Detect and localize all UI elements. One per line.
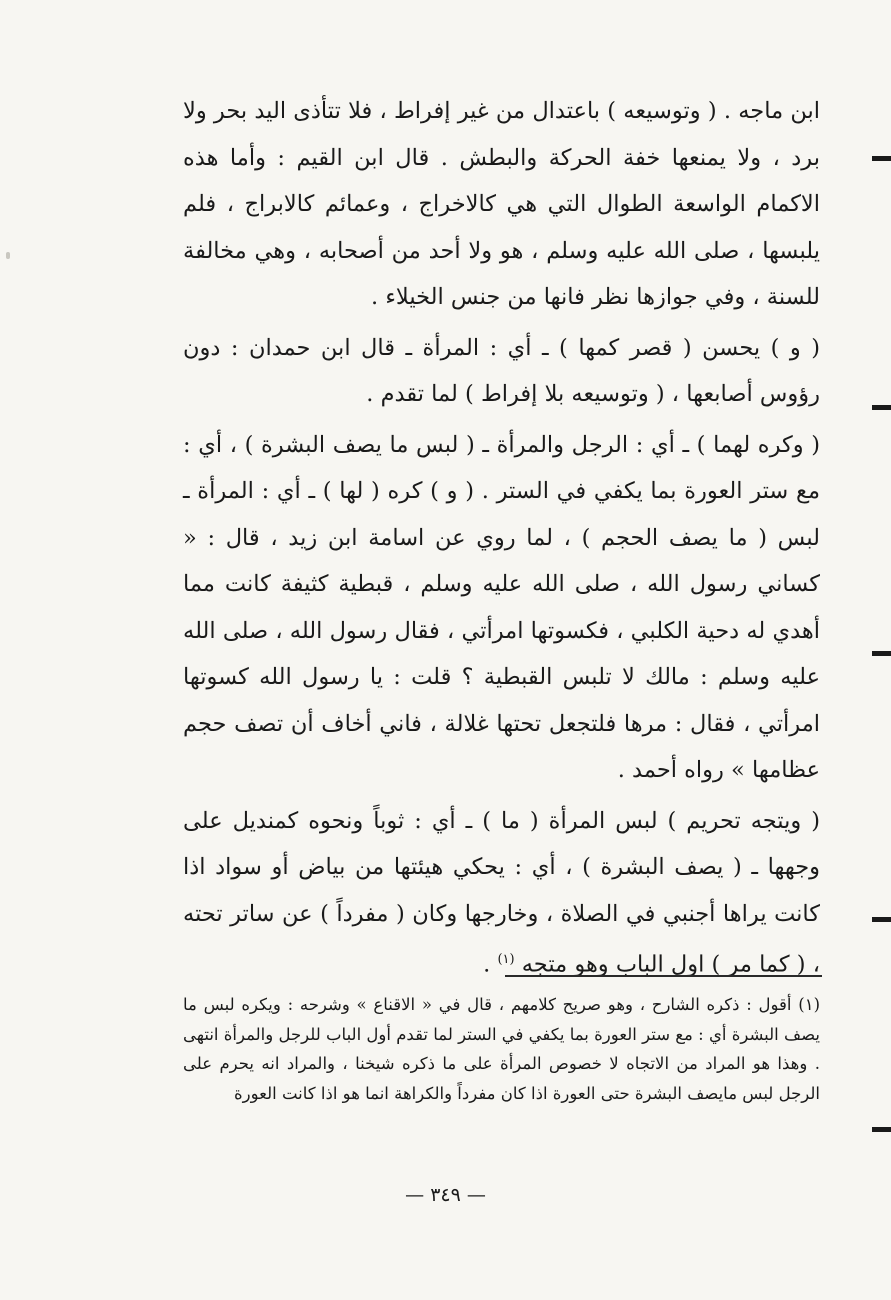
- paragraph-3: ( وكره لهما ) ـ أي : الرجل والمرأة ـ ( لبس ما يصف البشرة ) ، أي : مع ستر العورة بما يكفي في الستر . ( و ) كره ( لها ) ـ أي : المرأة ـ لبس ( ما يصف الحجم ) ، لما روي عن اسامة ابن زيد ، قال : « كساني رسول الله ، صلى الله عليه وسلم ، قبطية كثيفة كانت مما أهدي له دحية الكلبي ، فكسوتها امرأتي ، فقال رسول الله ، صلى الله عليه وسلم : مالك لا تلبس القبطية ؟ قلت : يا رسول الله كسوتها امرأتي ، فقال : مرها فلتجعل تحتها غلالة ، فاني أخاف أن تصف حجم عظامها » رواه أحمد .: [183, 431, 820, 783]
- main-text-body: [183, 88, 820, 988]
- footnote-reference: (١): [497, 952, 515, 967]
- paragraph-4-end: .: [483, 951, 491, 978]
- margin-mark: [872, 917, 891, 922]
- paragraph-4: [183, 798, 820, 989]
- paragraph-1: ابن ماجه . ( وتوسيعه ) باعتدال من غير إفراط ، فلا تتأذى اليد بحر ولا برد ، ولا يمنعها خفة الحركة والبطش . قال ابن القيم : وأما هذه الاكمام الواسعة الطوال التي هي كالاخراج ، وعمائم كالابراج ، فلم يلبسها ، صلى الله عليه وسلم ، هو ولا أحد من أصحابه ، وهي مخالفة للسنة ، وفي جوازها نظر فانها من جنس الخيلاء .: [183, 98, 820, 310]
- paragraph-4-text: ( ويتجه تحريم ) لبس المرأة ( ما ) ـ أي : ثوباً ونحوه كمنديل على وجهها ـ ( يصف البشرة ) ، أي : يحكي هيئتها من بياض أو سواد اذا كانت يراها أجنبي في الصلاة ، وخارجها وكان ( مفرداً ) عن ساتر تحته ، ( كما مر ) اول الباب وهو متجه: [183, 807, 820, 978]
- scan-speck: [6, 252, 10, 259]
- footnote-text: (١) أقول : ذكره الشارح ، وهو صريح كلامهم ، قال في « الاقناع » وشرحه : ويكره لبس ما يصف البشرة أي : مع ستر العورة بما يكفي في الستر لما تقدم أول الباب للرجل والمرأة انتهى . وهذا هو المراد من الاتجاه لا خصوص المرأة على ما ذكره شيخنا ، والمراد انه يحرم على الرجل لبس مايصف البشرة حتى العورة اذا كان مفرداً والكراهة انما هو اذا كانت العورة: [183, 995, 820, 1103]
- margin-mark: [872, 651, 891, 656]
- footnote-separator-rule: [505, 975, 822, 977]
- margin-mark: [872, 156, 891, 161]
- page-number: — ٣٤٩ —: [405, 1184, 486, 1206]
- margin-mark: [872, 1127, 891, 1132]
- margin-mark: [872, 405, 891, 410]
- paragraph-2: ( و ) يحسن ( قصر كمها ) ـ أي : المرأة ـ قال ابن حمدان : دون رؤوس أصابعها ، ( وتوسيعه بلا إفراط ) لما تقدم .: [183, 334, 820, 407]
